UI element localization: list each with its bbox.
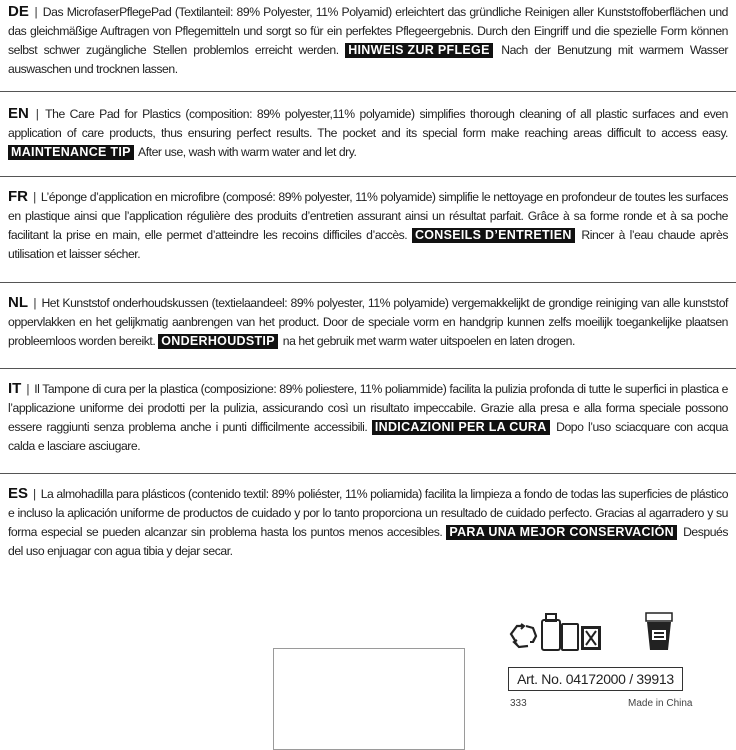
care-tip-text: Después del uso enjuagar con agua tibia y dejar secar.	[8, 525, 729, 558]
separator: |	[34, 5, 38, 19]
section-text: L’éponge d’application en microfibre (composé: 89% polyester, 11% polyamide) simplifie le nettoyage en profondeur de toutes les surfaces en plastique ainsi que l’application régulière des produits d’entretien assurant ainsi un résultat parfait. Grâce à sa forme ronde et à sa poche facilitant la prise en main, elle permet d’atteindre les recoins difficiles d’accès.	[8, 190, 729, 242]
care-tip-text: Rincer à l’eau chaude après utilisation et laisser sécher.	[8, 228, 729, 261]
recycle-icon	[508, 622, 540, 652]
care-tip-badge: PARA UNA MEJOR CONSERVACIÓN	[446, 525, 677, 540]
separator: |	[33, 296, 37, 310]
bottle-bin-icon	[540, 612, 604, 654]
separator: |	[26, 382, 30, 396]
separator: |	[33, 487, 36, 501]
section-fr	[8, 187, 728, 264]
care-tip-badge: MAINTENANCE TIP	[8, 145, 134, 160]
care-tip-text: After use, wash with warm water and let dry.	[138, 145, 357, 159]
lang-code: IT	[8, 380, 22, 397]
section-de	[8, 2, 728, 79]
divider	[0, 176, 736, 177]
lang-code: EN	[8, 105, 29, 122]
product-code: 333	[510, 698, 527, 709]
lang-code: NL	[8, 294, 28, 311]
section-text: Het Kunststof onderhoudskussen (textielaandeel: 89% polyester, 11% polyamide) vergemakkelijkt de grondige reiniging van alle kunststof oppervlakken en het gelijkmatig aanbrengen van het product. Door de speciale vorm en handgrip kunnen zelfs moeilijk toegankelijke plaatsen probleemloos worden bereikt.	[8, 296, 728, 348]
section-es	[8, 484, 728, 561]
separator: |	[33, 190, 36, 204]
disposal-box-icon	[645, 612, 673, 652]
lang-code: DE	[8, 3, 29, 20]
care-tip-badge: INDICAZIONI PER LA CURA	[372, 420, 550, 435]
care-tip-text: na het gebruik met warm water uitspoelen en laten drogen.	[282, 334, 575, 348]
divider	[0, 473, 736, 474]
lang-code: ES	[8, 485, 29, 502]
made-in-label: Made in China	[628, 698, 693, 709]
section-nl	[8, 293, 728, 351]
care-tip-badge: CONSEILS D’ENTRETIEN	[412, 228, 575, 243]
section-en	[8, 104, 728, 162]
care-tip-badge: HINWEIS ZUR PFLEGE	[345, 43, 493, 58]
care-tip-text: Dopo l’uso sciacquare con acqua calda e lasciare asciugare.	[8, 420, 729, 453]
care-tip-text: Nach der Benutzung mit warmem Wasser auswaschen und trocknen lassen.	[8, 43, 729, 76]
section-text: Il Tampone di cura per la plastica (composizione: 89% poliestere, 11% poliammide) facilita la pulizia profonda di tutte le superfici in plastica e l’applicazione uniforme dei prodotti per la pulizia, assicurando così un risultato impeccabile. Grazie alla presa e alla forma speciale possono essere raggiunti senza problema anche i punti difficilmente accessibili.	[8, 382, 729, 434]
section-it	[8, 379, 728, 456]
care-tip-badge: ONDERHOUDSTIP	[158, 334, 278, 349]
article-number: Art. No. 04172000 / 39913	[508, 667, 683, 691]
section-text: La almohadilla para plásticos (contenido textil: 89% poliéster, 11% poliamida) facilita la limpieza a fondo de todas las superficies de plástico e incluso la aplicación uniforme de productos de cuidado y por lo tanto proporciona un resultado de cuidado perfecto. Gracias al agarradero y su forma especial se pueden alcanzar sin problema hasta los puntos menos accesibles.	[8, 487, 729, 539]
label-window	[273, 648, 465, 750]
divider	[0, 282, 736, 283]
section-text: The Care Pad for Plastics (composition: 89% polyester,11% polyamide) simplifies thorough cleaning of all plastic surfaces and even application of care products, thus ensuring perfect results. The pocket and its special form make reaching areas difficult to access easy.	[8, 107, 729, 140]
divider	[0, 91, 736, 92]
separator: |	[35, 107, 39, 121]
section-text: Das MicrofaserPflegePad (Textilanteil: 89% Polyester, 11% Polyamid) erleichtert das gründliche Reinigen aller Kunststoffoberflächen und das gleichmäßige Auftragen von Pflegemitteln und sorgt so für ein perfektes Pflegeergebnis. Durch den Eingriff und die spezielle Form können selbst schwer zugängliche Stellen problemlos erreicht werden.	[8, 5, 728, 57]
divider	[0, 368, 736, 369]
lang-code: FR	[8, 188, 28, 205]
